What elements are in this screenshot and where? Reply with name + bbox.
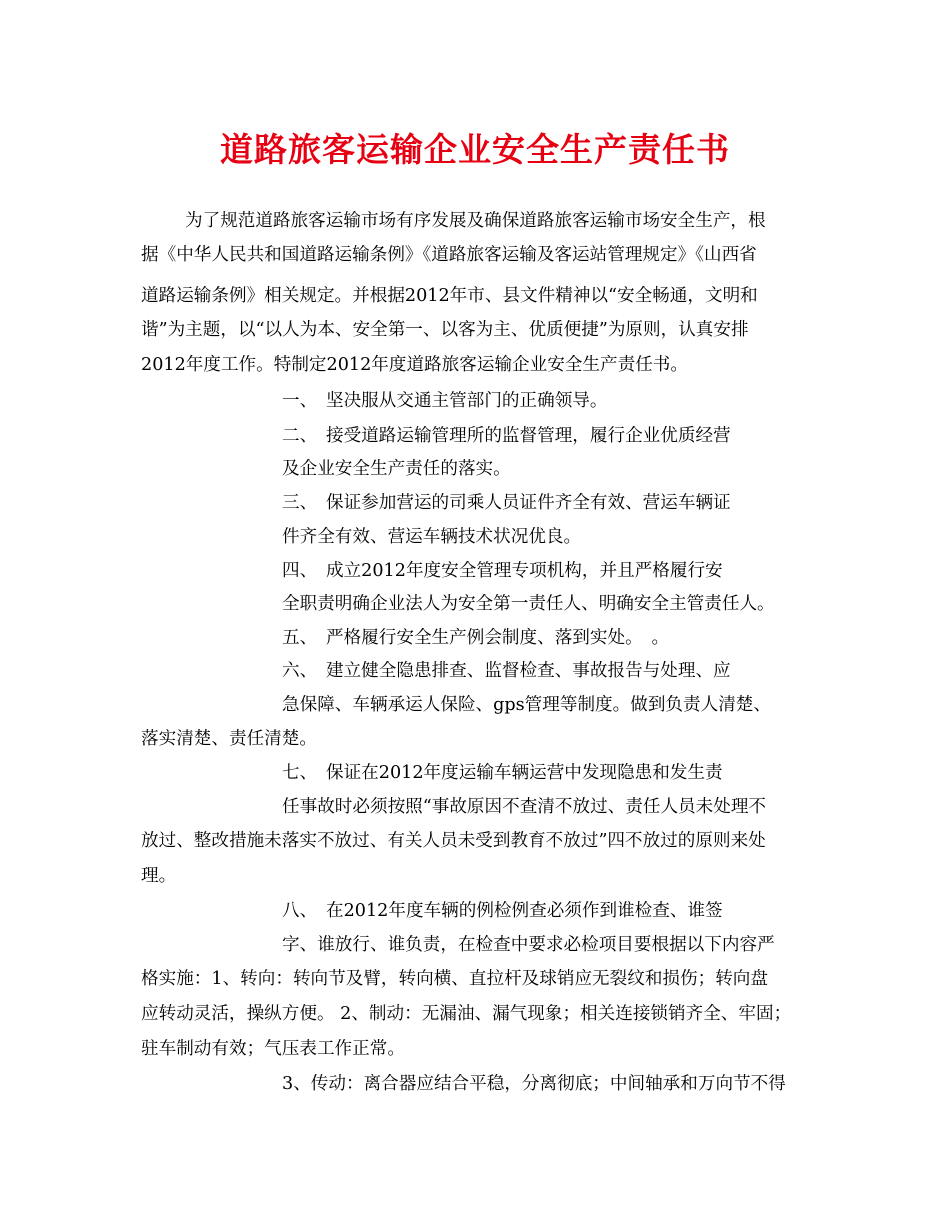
clause-line: 八、 在2012年度车辆的例检例查必须作到谁检查、谁签 (282, 901, 723, 921)
clause-line: 全职责明确企业法人为安全第一责任人、明确安全主管责任人。 (282, 594, 775, 614)
clause-line: 驻车制动有效；气压表工作正常。 (141, 1039, 405, 1059)
clause-line: 格实施：1、转向：转向节及臂，转向横、直拉杆及球销应无裂纹和损伤；转向盘 (141, 969, 768, 989)
paragraph-line: 道路运输条例》相关规定。并根据2012年市、县文件精神以“安全畅通，文明和 (141, 286, 758, 306)
clause-line: 3、传动：离合器应结合平稳，分离彻底；中间轴承和万向节不得 (282, 1074, 786, 1094)
clause-line: 五、 严格履行安全生产例会制度、落到实处。 。 (282, 628, 670, 648)
clause-line: 应转动灵活，操纵方便。 2、制动：无漏油、漏气现象；相关连接锁销齐全、牢固； (141, 1004, 792, 1024)
clause-line: 一、 坚决服从交通主管部门的正确领导。 (282, 391, 608, 411)
clause-line: 三、 保证参加营运的司乘人员证件齐全有效、营运车辆证 (282, 493, 731, 513)
paragraph-line: 为了规范道路旅客运输市场有序发展及确保道路旅客运输市场安全生产，根 (185, 211, 766, 231)
paragraph-line: 谐”为主题，以“以人为本、安全第一、以客为主、优质便捷”为原则，认真安排 (141, 320, 749, 340)
clause-line: 急保障、车辆承运人保险、gps管理等制度。做到负责人清楚、 (282, 695, 771, 715)
document-title: 道路旅客运输企业安全生产责任书 (220, 130, 730, 169)
clause-line: 字、谁放行、谁负责，在检查中要求必检项目要根据以下内容严 (282, 935, 775, 955)
paragraph-line: 据《中华人民共和国道路运输条例》《道路旅客运输及客运站管理规定》《山西省 (141, 245, 757, 265)
clause-line: 七、 保证在2012年度运输车辆运营中发现隐患和发生责 (282, 763, 723, 783)
clause-line: 及企业安全生产责任的落实。 (282, 459, 511, 479)
clause-line: 二、 接受道路运输管理所的监督管理，履行企业优质经营 (282, 426, 731, 446)
paragraph-line: 2012年度工作。特制定2012年度道路旅客运输企业安全生产责任书。 (141, 355, 688, 375)
clause-line: 理。 (141, 866, 177, 886)
clause-line: 件齐全有效、营运车辆技术状况优良。 (282, 527, 582, 547)
clause-line: 放过、整改措施未落实不放过、有关人员未受到教育不放过”四不放过的原则来处 (141, 831, 766, 851)
clause-line: 四、 成立2012年度安全管理专项机构，并且严格履行安 (282, 561, 723, 581)
clause-line: 落实清楚、责任清楚。 (141, 729, 317, 749)
clause-line: 任事故时必须按照“事故原因不查清不放过、责任人员未处理不 (282, 797, 767, 817)
clause-line: 六、 建立健全隐患排查、监督检查、事故报告与处理、应 (282, 661, 731, 681)
